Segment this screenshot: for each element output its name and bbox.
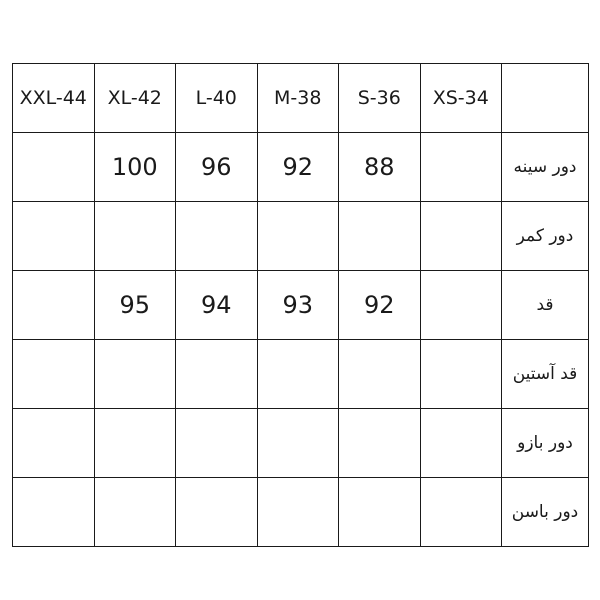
- waist-value-xs-34: [420, 202, 502, 271]
- chest-value-l-40: 96: [176, 133, 258, 202]
- arm-value-xxl-44: [13, 409, 95, 478]
- size-chart-table: [12, 63, 589, 547]
- header-corner-cell: [502, 64, 589, 133]
- row-chest: [13, 133, 589, 202]
- arm-value-xs-34: [420, 409, 502, 478]
- row-length: [13, 271, 589, 340]
- chest-value-s-36: 88: [339, 133, 421, 202]
- row-label-hip: دور باسن: [502, 478, 589, 547]
- row-sleeve-length: [13, 340, 589, 409]
- chest-value-xl-42: 100: [94, 133, 176, 202]
- hip-value-m-38: [257, 478, 339, 547]
- hip-value-s-36: [339, 478, 421, 547]
- row-label-length: قد: [502, 271, 589, 340]
- sleeve-value-s-36: [339, 340, 421, 409]
- sleeve-value-m-38: [257, 340, 339, 409]
- length-value-xxl-44: [13, 271, 95, 340]
- arm-value-l-40: [176, 409, 258, 478]
- hip-value-l-40: [176, 478, 258, 547]
- waist-value-m-38: [257, 202, 339, 271]
- length-value-m-38: 93: [257, 271, 339, 340]
- row-label-sleeve-length: قد آستین: [502, 340, 589, 409]
- sleeve-value-xl-42: [94, 340, 176, 409]
- length-value-xs-34: [420, 271, 502, 340]
- chest-value-xxl-44: [13, 133, 95, 202]
- hip-value-xl-42: [94, 478, 176, 547]
- waist-value-s-36: [339, 202, 421, 271]
- sleeve-value-xs-34: [420, 340, 502, 409]
- row-hip: [13, 478, 589, 547]
- size-header-xs-34: XS-34: [420, 64, 502, 133]
- hip-value-xxl-44: [13, 478, 95, 547]
- sleeve-value-l-40: [176, 340, 258, 409]
- size-header-xxl-44: XXL-44: [13, 64, 95, 133]
- row-label-chest: دور سینه: [502, 133, 589, 202]
- header-row: [13, 64, 589, 133]
- length-value-xl-42: 95: [94, 271, 176, 340]
- arm-value-m-38: [257, 409, 339, 478]
- size-header-s-36: S-36: [339, 64, 421, 133]
- hip-value-xs-34: [420, 478, 502, 547]
- size-header-xl-42: XL-42: [94, 64, 176, 133]
- sleeve-value-xxl-44: [13, 340, 95, 409]
- chest-value-m-38: 92: [257, 133, 339, 202]
- arm-value-xl-42: [94, 409, 176, 478]
- length-value-s-36: 92: [339, 271, 421, 340]
- row-waist: [13, 202, 589, 271]
- row-label-arm: دور بازو: [502, 409, 589, 478]
- waist-value-l-40: [176, 202, 258, 271]
- length-value-l-40: 94: [176, 271, 258, 340]
- chest-value-xs-34: [420, 133, 502, 202]
- row-arm: [13, 409, 589, 478]
- waist-value-xl-42: [94, 202, 176, 271]
- size-header-m-38: M-38: [257, 64, 339, 133]
- size-header-l-40: L-40: [176, 64, 258, 133]
- row-label-waist: دور کمر: [502, 202, 589, 271]
- arm-value-s-36: [339, 409, 421, 478]
- waist-value-xxl-44: [13, 202, 95, 271]
